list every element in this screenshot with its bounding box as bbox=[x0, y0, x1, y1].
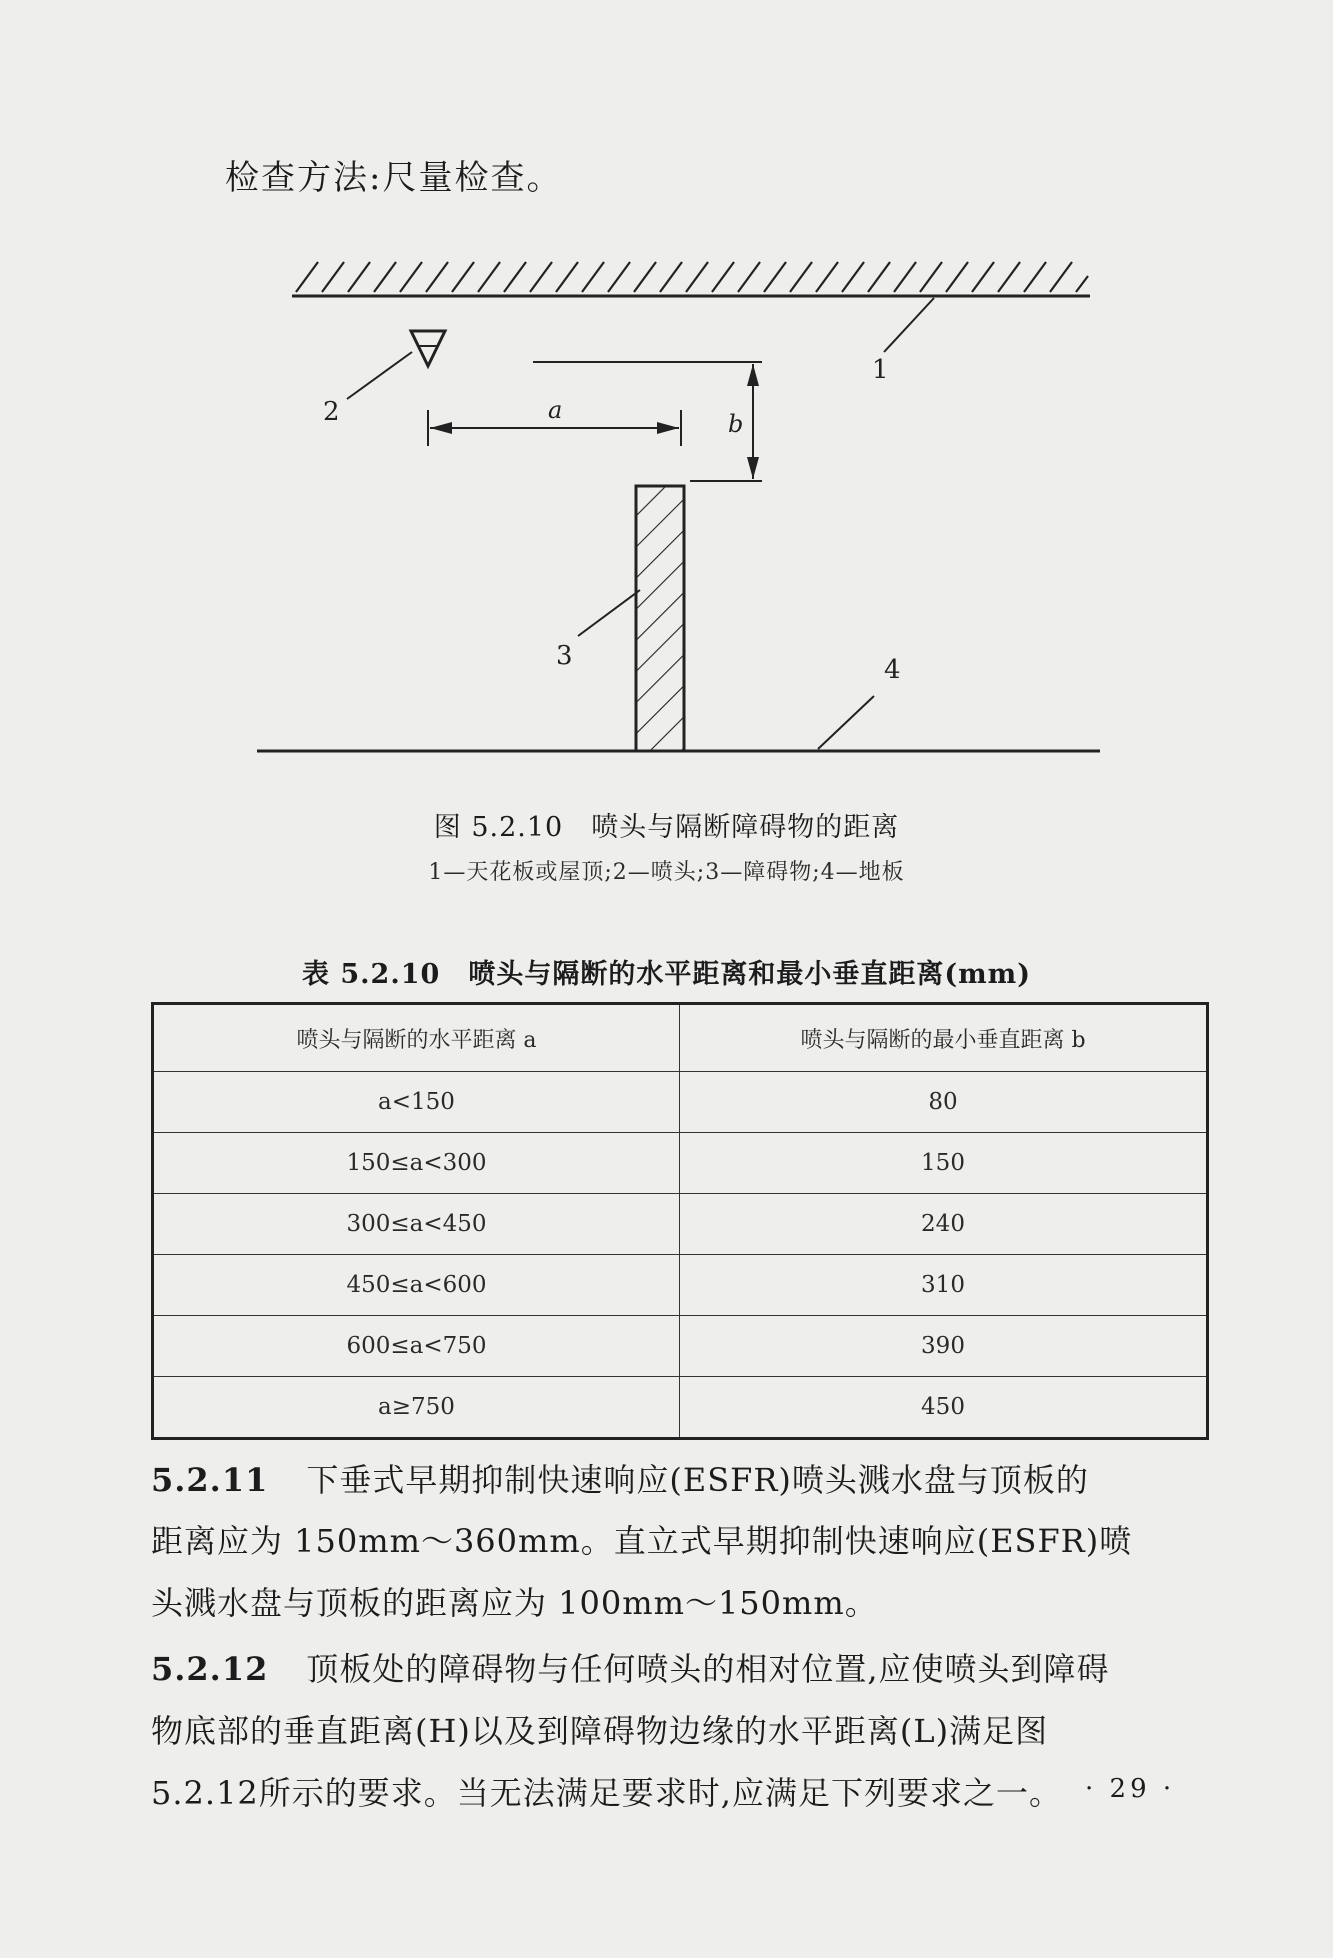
paragraph-text: 顶板处的障碍物与任何喷头的相对位置,应使喷头到障碍 bbox=[306, 1650, 1110, 1688]
leader-4 bbox=[818, 696, 874, 749]
cell-vertical: 310 bbox=[680, 1255, 1208, 1316]
cell-vertical: 80 bbox=[680, 1072, 1208, 1133]
check-method-text: 检查方法:尺量检查。 bbox=[225, 158, 563, 198]
label-4: 4 bbox=[884, 655, 901, 685]
leader-1 bbox=[884, 298, 934, 352]
figure-legend: 1—天花板或屋顶;2—喷头;3—障碍物;4—地板 bbox=[428, 860, 905, 885]
cell-horizontal: 600≤a<750 bbox=[153, 1316, 680, 1377]
page-number: · 29 · bbox=[1085, 1774, 1176, 1804]
section-number-5-2-11: 5.2.11 bbox=[151, 1461, 269, 1499]
table-row bbox=[153, 1072, 1208, 1133]
figure-caption: 图 5.2.10 喷头与隔断障碍物的距离 bbox=[433, 812, 900, 843]
table-title: 表 5.2.10 喷头与隔断的水平距离和最小垂直距离(mm) bbox=[301, 959, 1032, 990]
cell-vertical: 450 bbox=[680, 1377, 1208, 1439]
distance-table bbox=[151, 1002, 1209, 1440]
table-header-row bbox=[153, 1004, 1208, 1072]
cell-horizontal: 450≤a<600 bbox=[153, 1255, 680, 1316]
section-number-5-2-12: 5.2.12 bbox=[151, 1650, 269, 1688]
cell-horizontal: a≥750 bbox=[153, 1377, 680, 1439]
label-1: 1 bbox=[872, 355, 889, 385]
paragraph-5-2-12-line-1 bbox=[151, 1644, 1110, 1690]
cell-vertical: 390 bbox=[680, 1316, 1208, 1377]
table-row bbox=[153, 1133, 1208, 1194]
label-a: a bbox=[548, 396, 563, 424]
ceiling-line bbox=[292, 262, 1090, 296]
header-horizontal-distance: 喷头与隔断的水平距离 a bbox=[153, 1004, 680, 1072]
cell-vertical: 150 bbox=[680, 1133, 1208, 1194]
cell-horizontal: 300≤a<450 bbox=[153, 1194, 680, 1255]
label-b: b bbox=[728, 410, 744, 438]
paragraph-5-2-12-line-3: 5.2.12所示的要求。当无法满足要求时,应满足下列要求之一。 bbox=[151, 1774, 1062, 1812]
paragraph-5-2-11-line-3: 头溅水盘与顶板的距离应为 100mm～150mm。 bbox=[151, 1584, 878, 1622]
cell-horizontal: a<150 bbox=[153, 1072, 680, 1133]
paragraph-5-2-12-line-2: 物底部的垂直距离(H)以及到障碍物边缘的水平距离(L)满足图 bbox=[151, 1712, 1049, 1750]
obstruction-partition bbox=[636, 486, 684, 751]
table-row bbox=[153, 1377, 1208, 1439]
leader-2 bbox=[347, 352, 412, 399]
table-row bbox=[153, 1316, 1208, 1377]
label-2: 2 bbox=[323, 397, 340, 427]
cell-vertical: 240 bbox=[680, 1194, 1208, 1255]
paragraph-5-2-11-line-1 bbox=[151, 1455, 1089, 1501]
table-row bbox=[153, 1255, 1208, 1316]
figure-5-2-10-diagram bbox=[0, 0, 1333, 790]
paragraph-text: 下垂式早期抑制快速响应(ESFR)喷头溅水盘与顶板的 bbox=[306, 1461, 1089, 1499]
header-min-vertical-distance: 喷头与隔断的最小垂直距离 b bbox=[680, 1004, 1208, 1072]
leader-3 bbox=[578, 590, 640, 636]
label-3: 3 bbox=[556, 641, 573, 671]
sprinkler-head-icon bbox=[411, 331, 445, 366]
cell-horizontal: 150≤a<300 bbox=[153, 1133, 680, 1194]
paragraph-5-2-11-line-2: 距离应为 150mm～360mm。直立式早期抑制快速响应(ESFR)喷 bbox=[151, 1522, 1133, 1560]
table-row bbox=[153, 1194, 1208, 1255]
